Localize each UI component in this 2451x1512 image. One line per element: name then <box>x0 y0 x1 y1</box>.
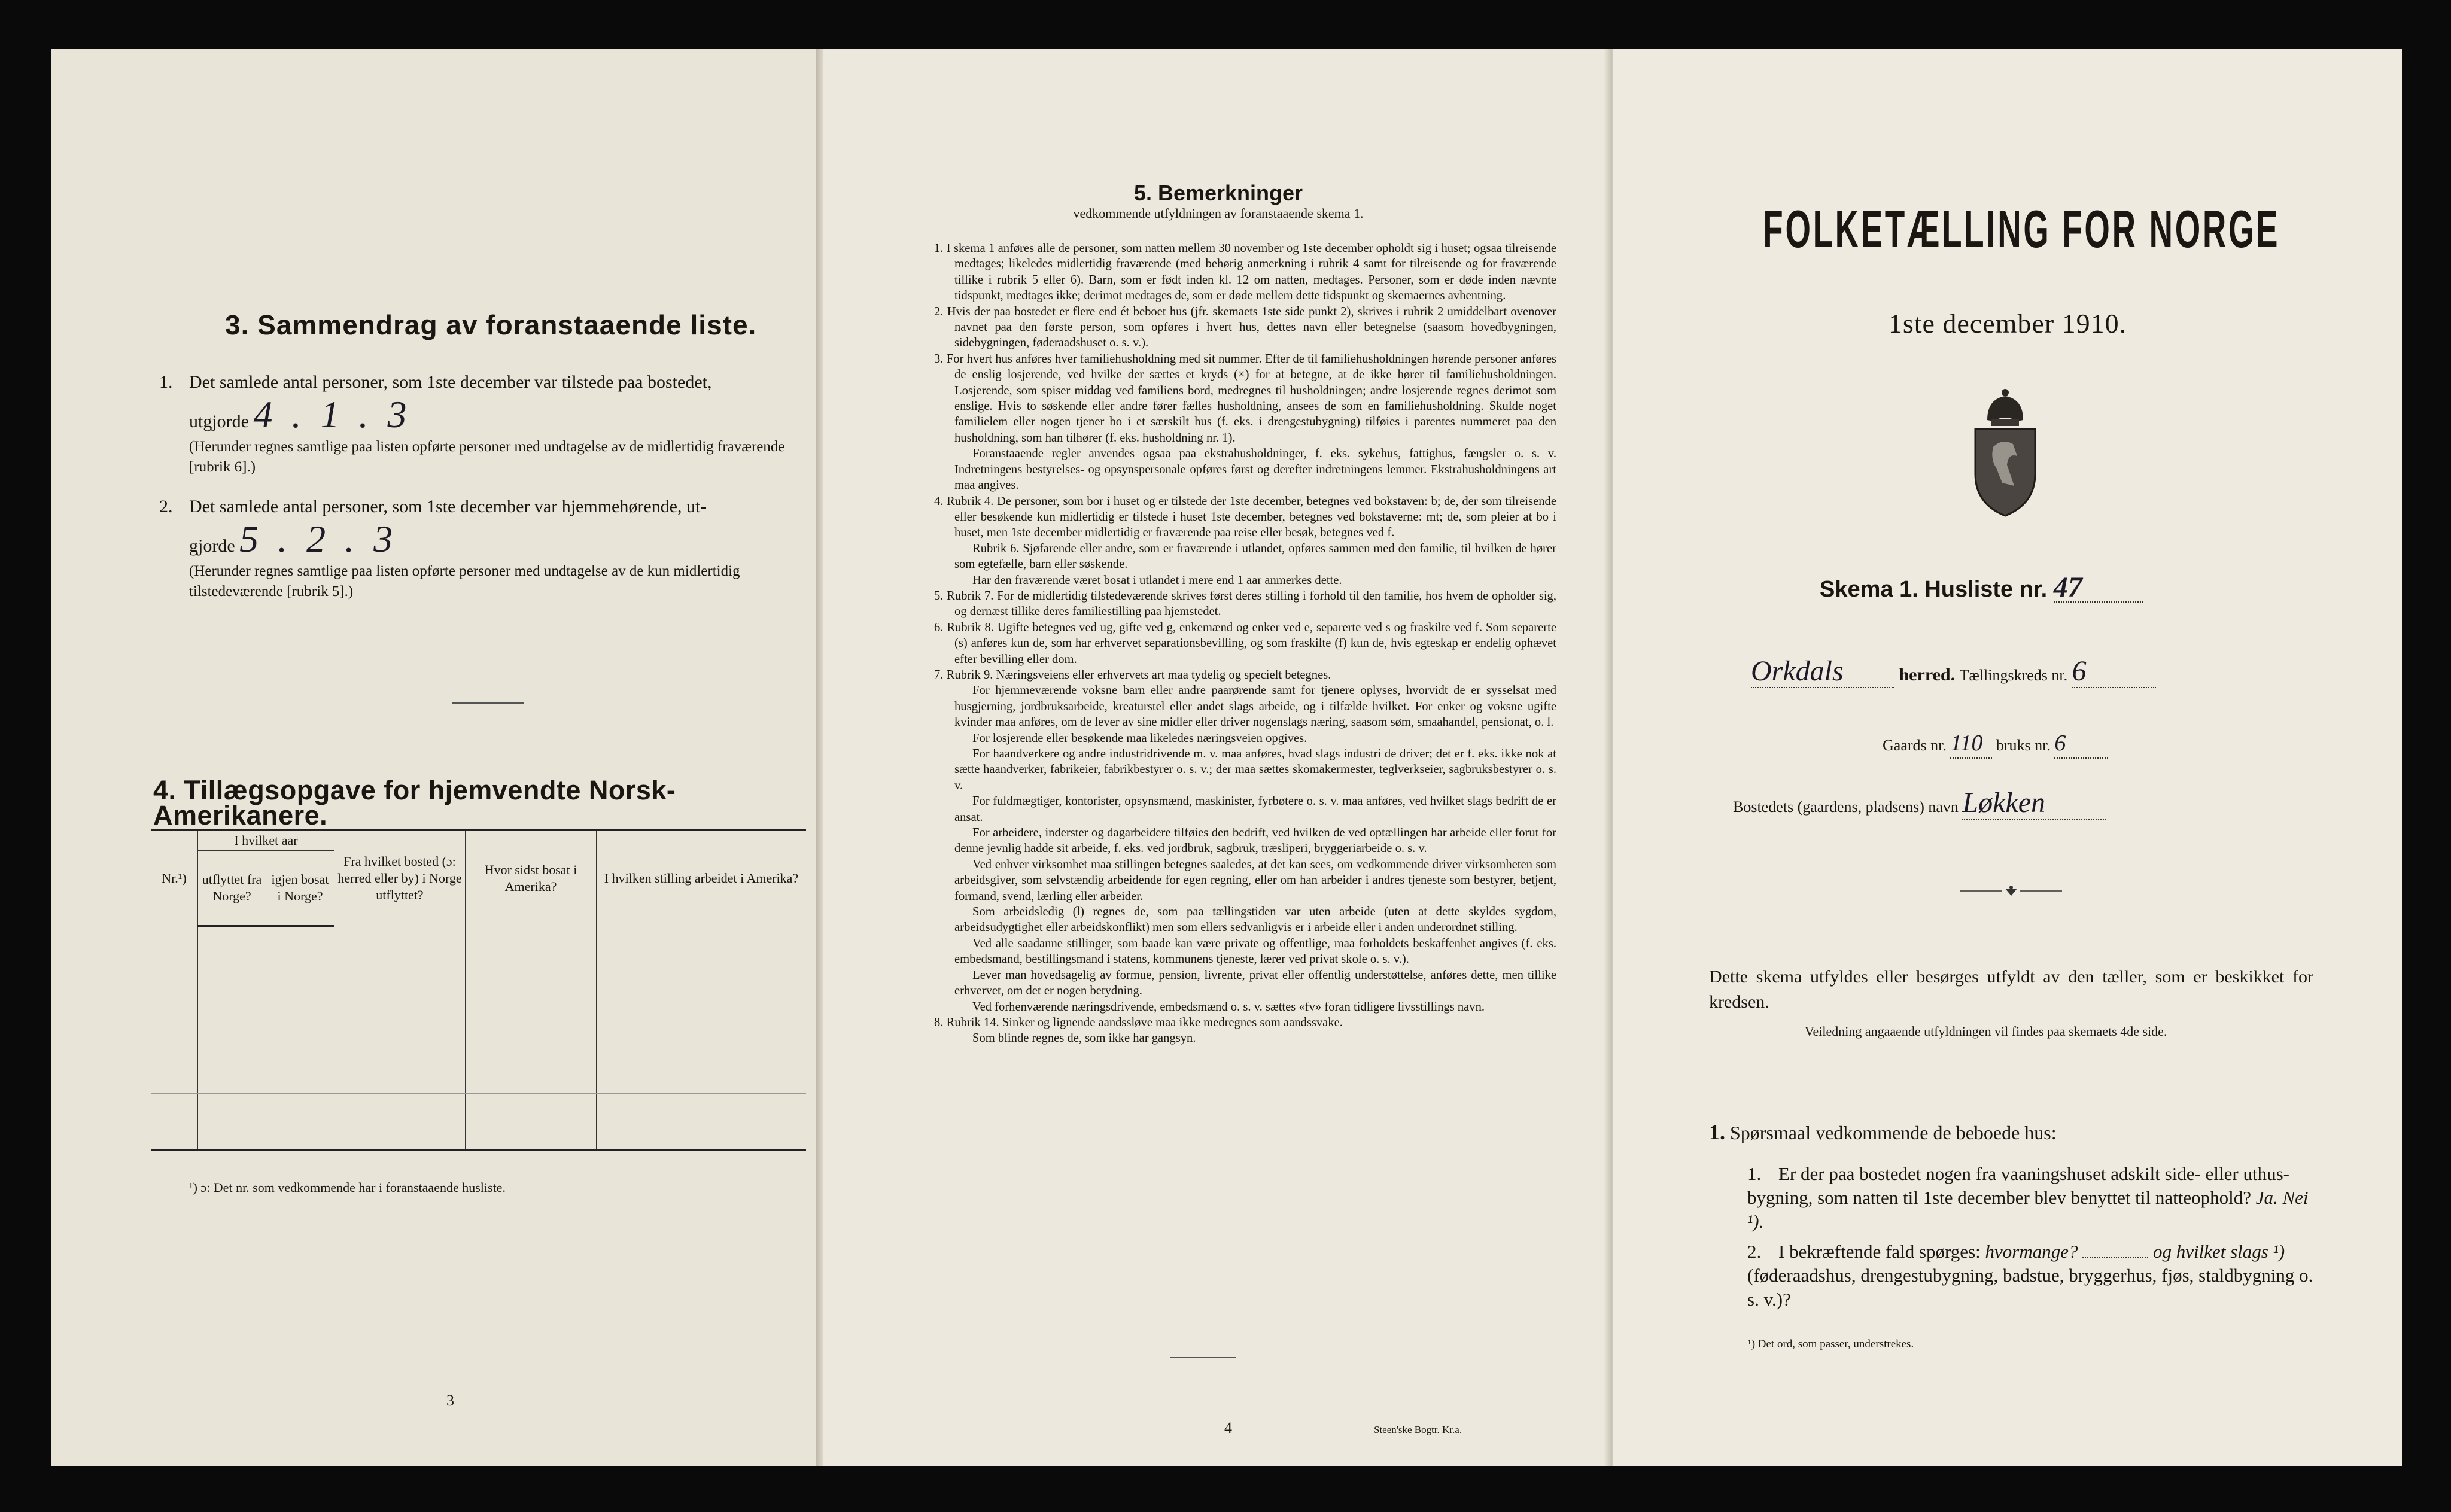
remark-3b: Foranstaaende regler anvendes ogsaa paa ekstrahusholdninger, f. eks. sykehus, fattighus, fængsler o. s. v. Indretningens bestyrelses- og opsynspersonale opføres først og derefter indretningens lemmer. Ekstrahusholdningens art maa angives. <box>954 447 1556 492</box>
remark-1: 1. I skema 1 anføres alle de personer, som natten mellem 30 november og 1ste december opholdt sig i huset; ogsaa tilreisende medtages; likeledes midlertidig fraværende (med behørig anmerkning i rubrik 4 samt for tilreisende og for fraværende tillike i rubrik 5 eller 6). Barn, som er født inden kl. 12 om natten, medtages. Personer, som er døde inden nævnte tidspunkt, medtages ikke; derimot medtages de, som er døde mellem dette tidspunkt og skemaernes avhentning. <box>934 242 1556 303</box>
question-1-answer: Ja. Nei ¹). <box>1747 1187 2309 1232</box>
question-2-text-b: hvormange? <box>1985 1241 2078 1262</box>
norsk-amerikanere-table <box>151 829 806 1151</box>
bruks-value: 6 <box>2054 731 2066 756</box>
item2-note: (Herunder regnes samtlige paa listen opførte personer med undtagelse av de kun midlertidig tilstedeværende [rubrik 5].) <box>189 563 740 600</box>
item2-handwritten: 5 . 2 . 3 <box>239 518 398 560</box>
separator-line <box>452 702 524 704</box>
page-number-middle: 4 <box>1224 1419 1232 1437</box>
ornament-icon <box>1960 884 2062 902</box>
section-4-title: 4. Tillægsopgave for hjemvendte Norsk-Amerikanere. <box>153 775 676 830</box>
page-number-left: 3 <box>446 1392 454 1409</box>
col-udflyttet: utflyttet fra Norge? <box>198 851 266 926</box>
table-row <box>151 1038 806 1094</box>
remark-3: 3. For hvert hus anføres hver familiehusholdning med sit nummer. Efter de til familiehusholdningen hørende personer anføres de enslig losjerende, ved hvilke der sættes et kryds (×) for at betegne, at de ikke hører til familiehusholdningen. Losjerende, som spiser middag ved familiens bord, medregnes til husholdningen; andre losjerende regnes derimot som enslige. Hvis to søskende eller andre fører fælles husholdning, ansees de som en familiehusholdning. Skulde noget familielem eller nogen tjener bo i et særskilt hus (f. eks. i drengestubygning) tilføies i parentes nummeret paa den husholdning, som han tilhører (f. eks. husholdning nr. 1). <box>934 352 1556 445</box>
page-left <box>51 49 823 1466</box>
item1-handwritten: 4 . 1 . 3 <box>253 393 412 436</box>
gaards-line <box>1883 731 2108 759</box>
summary-item-1: 1. Det samlede antal personer, som 1ste december var tilstede paa bostedet, utgjorde 4 . 1 . 3 <box>159 372 712 436</box>
main-title: FOLKETÆLLING FOR NORGE <box>1763 199 2280 258</box>
remark-4b: Rubrik 6. Sjøfarende eller andre, som er fraværende i utlandet, opføres sammen med den familie, til hvilken de hører som egtefælle, barn eller søskende. <box>954 541 1556 571</box>
skema-label: Skema 1. Husliste nr. <box>1820 577 2048 602</box>
table-row <box>151 982 806 1038</box>
bruks-label: bruks nr. <box>1996 737 2051 754</box>
remark-8: 8. Rubrik 14. Sinker og lignende aandssløve maa ikke medregnes som aandssvake. <box>934 1015 1343 1029</box>
bosted-label: Bostedets (gaardens, pladsens) navn <box>1733 798 1959 816</box>
question-1: 1. Er der paa bostedet nogen fra vaaningshuset adskilt side- eller uthus-bygning, som natten til 1ste december blev benyttet til natteophold? Ja. Nei ¹). <box>1747 1163 2309 1232</box>
col-herred: Fra hvilket bosted (ɔ: herred eller by) i Norge utflyttet? <box>334 830 466 926</box>
col-nr: Nr.¹) <box>151 830 198 926</box>
kreds-value: 6 <box>2072 655 2087 687</box>
section-5-title: 5. Bemerkninger <box>1133 181 1303 205</box>
summary-item-2: 2. Det samlede antal personer, som 1ste december var hjemmehørende, ut- gjorde 5 . 2 . 3 <box>159 497 707 560</box>
remark-7k: Ved forhenværende næringsdrivende, embedsmænd o. s. v. sættes «fv» foran tidligere livsstillings navn. <box>972 1000 1485 1014</box>
col-amerika: Hvor sidst bosat i Amerika? <box>466 830 597 926</box>
item1-text: Det samlede antal personer, som 1ste december var tilstede paa bostedet, <box>189 372 712 392</box>
remark-7f: For arbeidere, inderster og dagarbeidere tilføies den bedrift, ved hvilken de ved optællingen har arbeide eller forut for denne jevnlig hadde sit arbeide, f. eks. ved jordbruk, sagbruk, træsliperi, bryggeriarbeide o. s. v. <box>954 826 1556 856</box>
footnote-right: ¹) Det ord, som passer, understrekes. <box>1748 1338 1914 1350</box>
remark-7c: For losjerende eller besøkende maa likeledes næringsveien opgives. <box>972 731 1307 745</box>
remark-8b: Som blinde regnes de, som ikke har gangsyn. <box>972 1032 1196 1045</box>
herred-label: herred. <box>1899 665 1956 684</box>
intro-subtext: Veiledning angaaende utfyldningen vil findes paa skemaets 4de side. <box>1805 1024 2167 1039</box>
intro-text: Dette skema utfyldes eller besørges utfyldt av den tæller, som er beskikket for kredsen. <box>1709 967 2313 1012</box>
item2-label: gjorde <box>189 536 235 556</box>
remark-7b: For hjemmeværende voksne barn eller andre paarørende samt for tjenere oplyses, hvorvidt de er sysselsat med husgjerning, jordbruksarbeide, kreaturstel eller andet slags arbeide, og i tilfælde hvilket. For enker og voksne ugifte kvinder maa anføres, om de lever av sine midler eller driver nogenslags næring, saasom søm, smaahandel, pensionat, o. l. <box>954 684 1556 729</box>
col-stilling: I hvilken stilling arbeidet i Amerika? <box>597 830 807 926</box>
remark-6: 6. Rubrik 8. Ugifte betegnes ved ug, gifte ved g, enkemænd og enker ved e, separerte ved s og fraskilte ved f. Som separerte (s) anføres kun de, som har erhvervet separationsbevilling, og som fraskilte (f) kun de, hvis egteskap er endelig ophævet efter bevilling eller dom. <box>934 620 1556 666</box>
husliste-nr-value: 47 <box>2053 571 2082 603</box>
remark-2: 2. Hvis der paa bostedet er flere end ét beboet hus (jfr. skemaets 1ste side punkt 2), skrives i rubrik 2 umiddelbart ovenover navnet paa den første person, som opføres i hvert hus, dettes navn eller betegnelse (saasom hovedbygningen, sidebygningen, føderaadshuset o. s. v.). <box>934 305 1556 350</box>
question-2-text-c: og hvilket slags ¹) <box>2152 1241 2285 1262</box>
skema-husliste <box>1820 571 2143 603</box>
questions-heading <box>1709 1120 2057 1145</box>
remark-5: 5. Rubrik 7. For de midlertidig tilstedeværende skrives først deres stilling i forhold til den familie, hos hvem de opholder sig, og dernæst tillike deres familiestilling paa hjemstedet. <box>934 589 1556 619</box>
section-5-subtitle: vedkommende utfyldningen av foranstaaende skema 1. <box>1073 206 1364 221</box>
remark-7: 7. Rubrik 9. Næringsveiens eller erhvervets art maa tydelig og specielt betegnes. <box>934 668 1331 682</box>
remark-4c: Har den fraværende været bosat i utlandet i mere end 1 aar anmerkes dette. <box>972 573 1342 587</box>
remark-7h: Som arbeidsledig (l) regnes de, som paa tællingstiden var uten arbeide (uten at dette skyldes sygdom, arbeidsudygtighet eller arbeidskonflikt) men som ellers sedvanligvis er i arbeide eller i anden underordnet stilling. <box>954 905 1556 935</box>
bosted-line <box>1733 787 2106 820</box>
question-1-text: Er der paa bostedet nogen fra vaaningshuset adskilt side- eller uthus-bygning, som natten til 1ste december blev benyttet til natteophold? <box>1747 1163 2289 1208</box>
herred-line <box>1751 655 2156 688</box>
census-date: 1ste december 1910. <box>1888 308 2127 339</box>
item2-text: Det samlede antal personer, som 1ste december var hjemmehørende, ut- <box>189 497 707 516</box>
page-right <box>1613 49 2402 1466</box>
remark-7d: For haandverkere og andre industridrivende m. v. maa anføres, hvad slags industri de driver; det er f. eks. ikke nok at sætte haandverker, fabrikeier, fabrikbestyrer o. s. v.; der maa sættes skomakermester, teglverkseier, sagbruksbestyrer o. s. v. <box>954 747 1556 792</box>
separator-line <box>1170 1357 1236 1358</box>
questions-heading-text: Spørsmaal vedkommende de beboede hus: <box>1730 1122 2057 1143</box>
remark-7g: Ved enhver virksomhet maa stillingen betegnes saaledes, at det kan sees, om vedkommende driver virksomheten som arbeidsgiver, som selvstændig arbeidende for egen regning, eller om han arbeider i andres tjeneste som bestyrer, betjent, formand, svend, lærling eller arbeider. <box>954 857 1556 903</box>
table-row <box>151 1094 806 1150</box>
remark-7j: Lever man hovedsagelig av formue, pension, livrente, privat eller offentlig understøttelse, anføres dette, men tillike erhvervet, om det er nogen betydning. <box>954 968 1556 998</box>
item1-label: utgjorde <box>189 412 249 431</box>
remarks-list <box>934 241 1556 1046</box>
gaards-value: 110 <box>1950 731 1983 756</box>
question-2-text-d: (føderaadshus, drengestubygning, badstue, bryggerhus, fjøs, staldbygning o. s. v.)? <box>1747 1265 2313 1310</box>
herred-value: Orkdals <box>1751 655 1844 687</box>
remark-4: 4. Rubrik 4. De personer, som bor i huset og er tilstede der 1ste december, betegnes ved bokstaven: b; de, der som tilreisende eller besøkende kun midlertidig er tilstede i huset 1ste december, betegnes ved bokstaverne: mt; de, som pleier at bo i huset, men 1ste december midlertidig er fraværende paa reise eller besøk, betegnes ved f. <box>934 494 1556 540</box>
section-3-title: 3. Sammendrag av foranstaaende liste. <box>225 309 757 340</box>
kreds-label: Tællingskreds nr. <box>1959 667 2068 684</box>
footnote-left: ¹) ɔ: Det nr. som vedkommende har i foranstaaende husliste. <box>189 1180 506 1195</box>
remark-7i: Ved alle saadanne stillinger, som baade kan være private og offentlige, maa forholdets beskaffenhet angives (f. eks. embedsmand, bestillingsmand i statens, kommunens tjeneste, lærer ved privat skole o. s. v.). <box>954 936 1556 966</box>
page-middle <box>823 49 1613 1466</box>
remark-7e: For fuldmægtiger, kontorister, opsynsmænd, maskinister, fyrbøtere o. s. v. maa anføres, ved hvilket slags bedrift de er ansat. <box>954 795 1556 824</box>
gaards-label: Gaards nr. <box>1883 737 1947 754</box>
bosted-value: Løkken <box>1962 787 2046 819</box>
coat-of-arms-icon <box>1960 384 2050 522</box>
col-igjen: igjen bosat i Norge? <box>266 851 334 926</box>
questions-heading-num: 1. <box>1709 1120 1725 1144</box>
col-group-aar: I hvilket aar <box>198 830 334 851</box>
question-2: 2. I bekræftende fald spørges: hvormange? og hvilket slags ¹) (føderaadshus, drengestubygning, badstue, bryggerhus, fjøs, staldbygning o. s. v.)? <box>1747 1241 2313 1310</box>
printer-imprint: Steen'ske Bogtr. Kr.a. <box>1374 1424 1462 1435</box>
question-2-text-a: I bekræftende fald spørges: <box>1778 1241 1981 1262</box>
item1-note: (Herunder regnes samtlige paa listen opførte personer med undtagelse av de midlertidig fraværende [rubrik 6].) <box>189 439 785 475</box>
table-row <box>151 926 806 982</box>
